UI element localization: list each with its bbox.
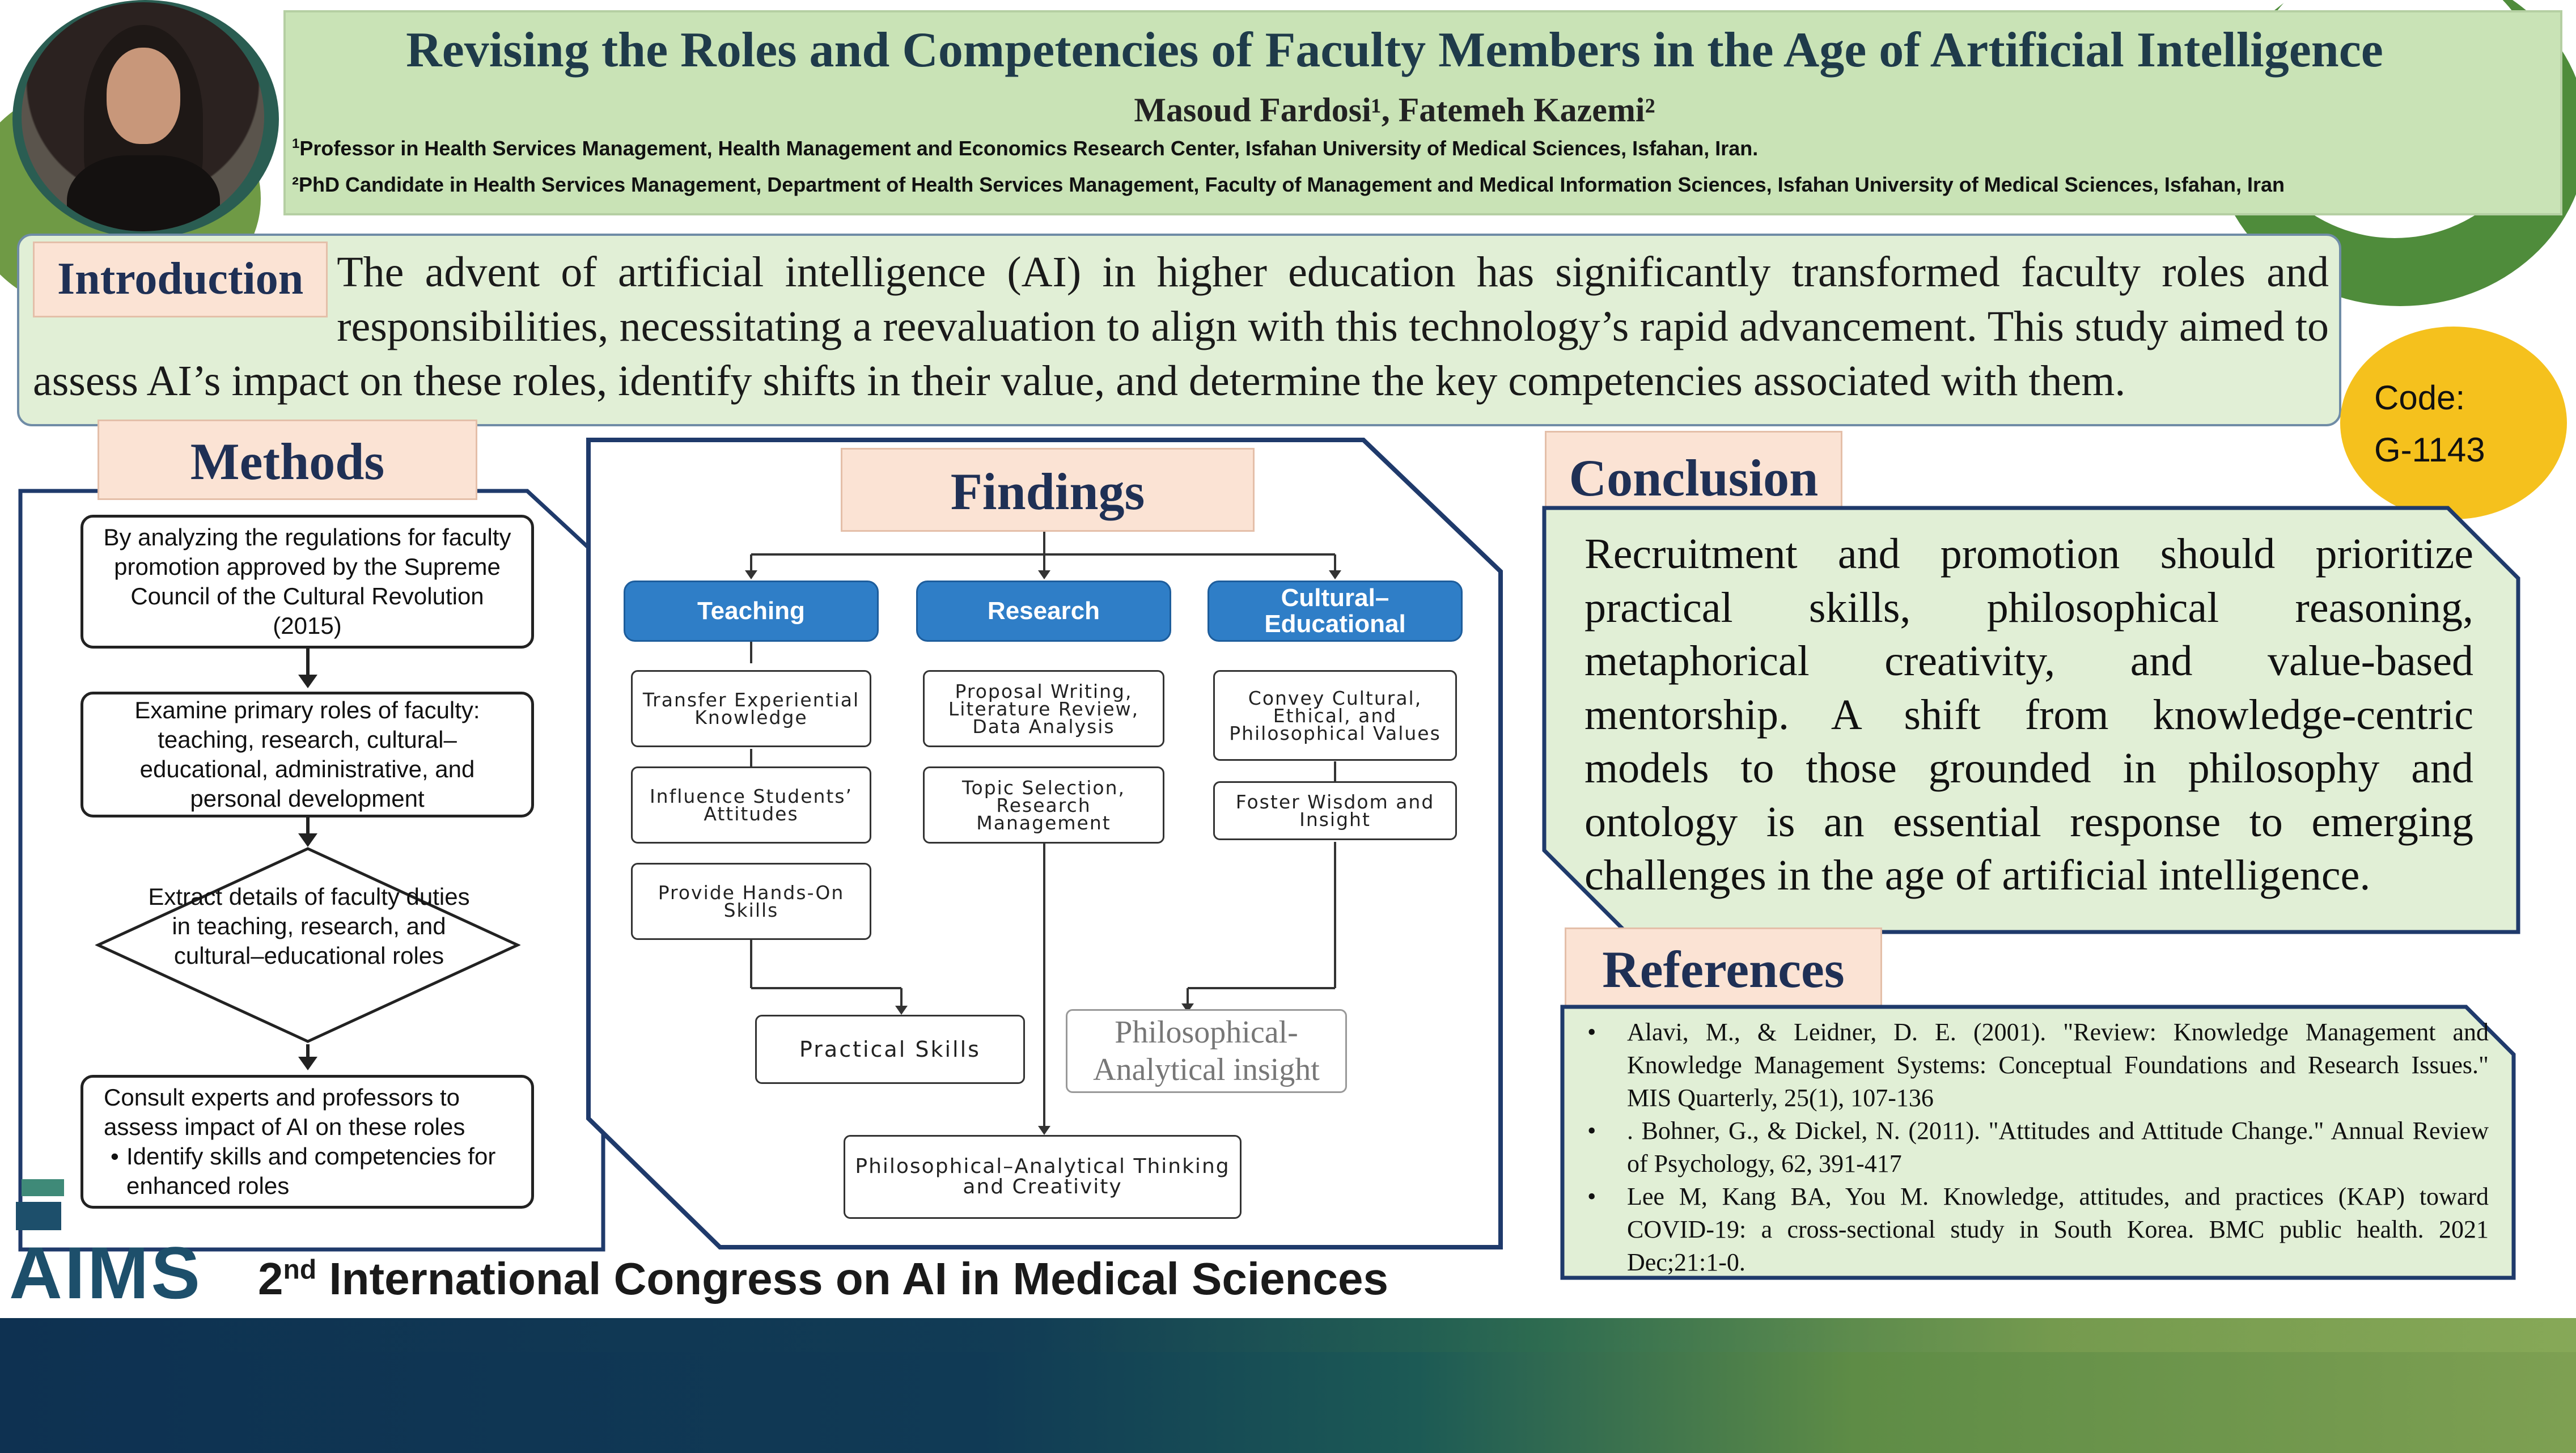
findings-research-item: Topic Selection, Research Management xyxy=(923,766,1164,844)
methods-step-2: Examine primary roles of faculty: teaching, research, cultural–educational, administrative, and personal development xyxy=(80,692,534,817)
aims-logo: AIMS xyxy=(9,1231,202,1314)
methods-step-4-main: Consult experts and professors to assess impact of AI on these roles xyxy=(104,1084,465,1140)
findings-teaching-item: Provide Hands-On Skills xyxy=(631,863,871,940)
code-label: Code: xyxy=(2374,379,2465,417)
references-label: References xyxy=(1565,927,1882,1008)
poster-title: Revising the Roles and Competencies of Faculty Members in the Age of Artificial Intelligence xyxy=(406,23,2383,78)
arrow-down-icon xyxy=(306,1044,310,1060)
methods-step-4-bullet: • Identify skills and competencies for enhanced roles xyxy=(111,1143,496,1199)
findings-cultural-item: Convey Cultural, Ethical, and Philosophical Values xyxy=(1213,670,1457,761)
findings-teaching-heading: Teaching xyxy=(624,581,879,642)
findings-label: Findings xyxy=(841,448,1255,532)
footer-band xyxy=(0,1318,2576,1453)
reference-item: • . Bohner, G., & Dickel, N. (2011). "Attitudes and Attitude Change." Annual Review of Psychology, 62, 391-417 xyxy=(1582,1115,2489,1180)
findings-research-item: Proposal Writing, Literature Review, Data Analysis xyxy=(923,670,1164,747)
references-list xyxy=(1582,1016,2489,1279)
introduction-label: Introduction xyxy=(33,242,328,317)
findings-cultural-item: Foster Wisdom and Insight xyxy=(1213,781,1457,840)
findings-teaching-item: Influence Students’ Attitudes xyxy=(631,766,871,844)
arrow-down-icon xyxy=(306,817,310,837)
reference-item: • Lee M, Kang BA, You M. Knowledge, attitudes, and practices (KAP) toward COVID-19: a cross-sectional study in South Korea. BMC public health. 2021 Dec;21:1-0. xyxy=(1582,1180,2489,1279)
conclusion-text: Recruitment and promotion should prioritize practical skills, philosophical reasoning, metaphorical creativity, and value-based mentorship. A shift from knowledge-centric models to those grounded in philosophy and ontology is an essential response to emerging challenges in the age of artificial intelligence. xyxy=(1584,530,2473,899)
methods-step-3: Extract details of faculty duties in teaching, research, and cultural–educational roles xyxy=(148,883,470,969)
introduction-text-block xyxy=(33,245,2329,408)
findings-connectors xyxy=(584,435,1505,1252)
arrow-down-icon xyxy=(306,649,310,678)
findings-cultural-heading: Cultural–Educational xyxy=(1208,581,1463,642)
findings-philosophical-insight: Philosophical-Analytical insight xyxy=(1066,1009,1347,1093)
code-value: G-1143 xyxy=(2374,431,2485,469)
authors: Masoud Fardosi¹, Fatemeh Kazemi² xyxy=(1134,91,1655,129)
code-badge xyxy=(2340,327,2567,519)
aims-logo-mark xyxy=(10,1174,67,1236)
affiliation-2: ²PhD Candidate in Health Services Management, Department of Health Services Management, Faculty of Management and Medical Information Sciences, Isfahan University of Medical Sciences, Isfahan, Iran xyxy=(292,173,2285,196)
findings-research-heading: Research xyxy=(916,581,1171,642)
reference-item: • Alavi, M., & Leidner, D. E. (2001). "Review: Knowledge Management and Knowledge Management Systems: Conceptual Foundations and Research Issues." MIS Quarterly, 25(1), 107-136 xyxy=(1582,1016,2489,1115)
author-photo xyxy=(22,2,264,231)
affiliation-1: $^1$Professor in Health Services Management, Health Management and Economics Research Center, Isfahan University of Medical Sciences, Isfahan, Iran. xyxy=(292,136,1759,160)
methods-step-4 xyxy=(80,1075,534,1209)
findings-teaching-item: Transfer Experiential Knowledge xyxy=(631,670,871,747)
methods-step-1: By analyzing the regulations for faculty promotion approved by the Supreme Council of the Cultural Revolution (2015) xyxy=(80,515,534,649)
congress-title: 2nd International Congress on AI in Medical Sciences xyxy=(258,1253,1388,1304)
introduction-text: The advent of artificial intelligence (AI) in higher education has significantly transformed faculty roles and responsibilities, necessitating a reevaluation to align with this technology’s rapid advancement. This study aimed to assess AI’s impact on these roles, identify shifts in their value, and determine the key competencies associated with them. xyxy=(33,248,2329,405)
findings-philosophical-thinking: Philosophical–Analytical Thinking and Creativity xyxy=(844,1135,1242,1219)
conclusion-label: Conclusion xyxy=(1545,431,1842,516)
methods-label: Methods xyxy=(98,420,477,500)
findings-practical-skills: Practical Skills xyxy=(755,1015,1025,1084)
